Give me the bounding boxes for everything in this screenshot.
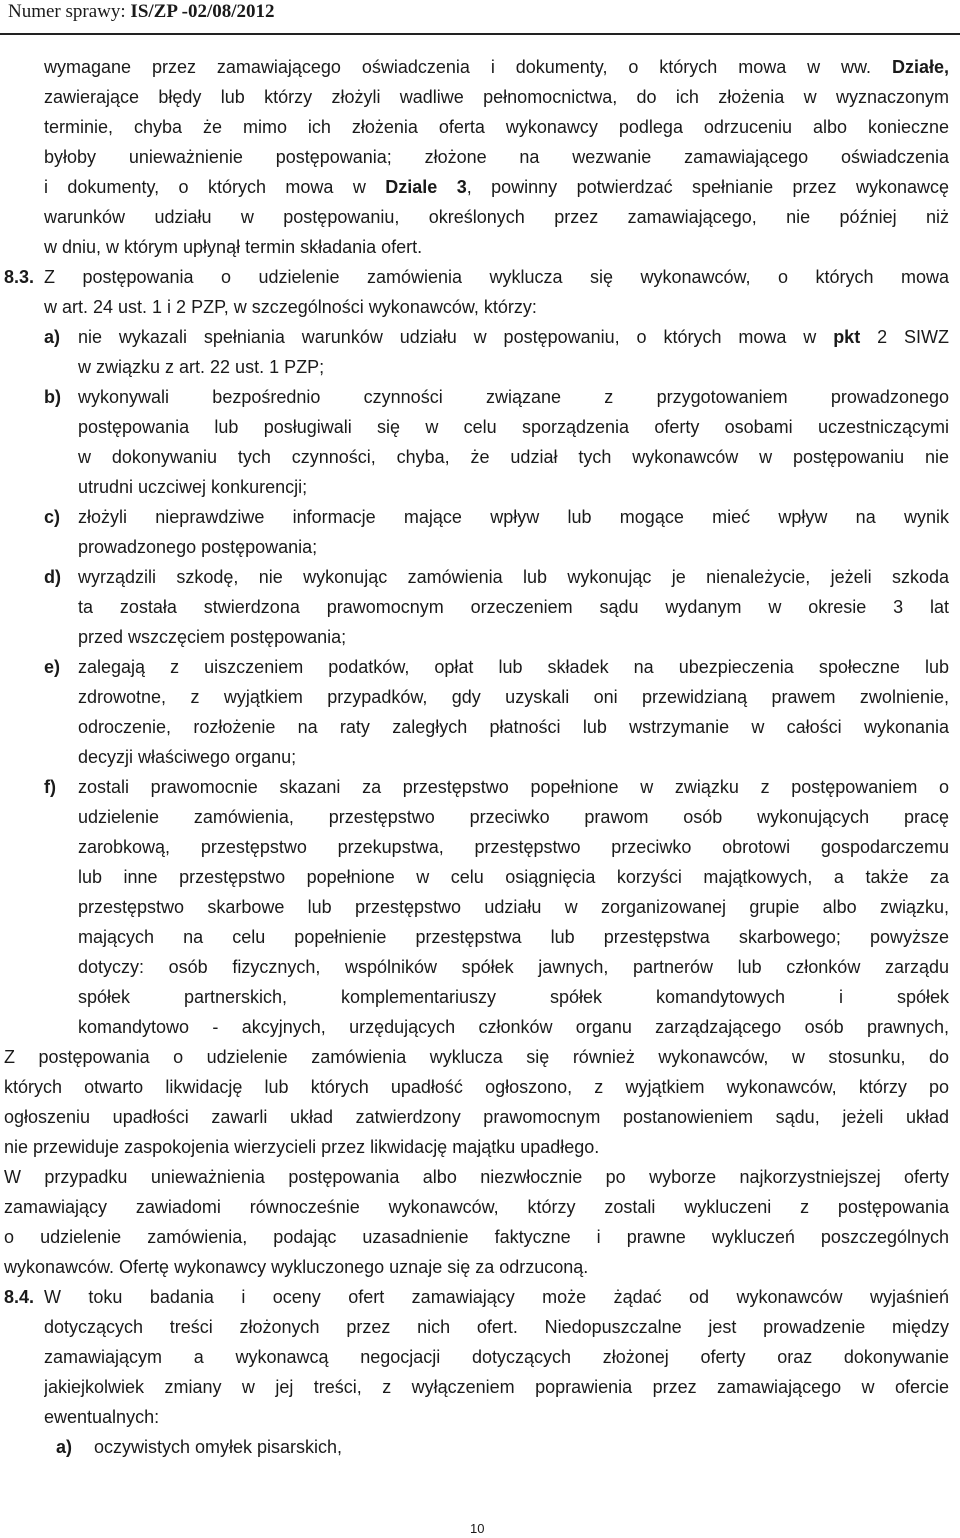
- text-line: i dokumenty, o których mowa w Dziale 3, powinny potwierdzać spełnianie przez wykonawcę: [44, 177, 949, 197]
- text-line: w dokonywaniu tych czynności, chyba, że udział tych wykonawców w postępowaniu nie: [78, 447, 949, 467]
- text-line: decyzji właściwego organu;: [78, 747, 297, 767]
- text-line: warunków udziału w postępowaniu, określonych przez zamawiającego, nie później niż: [44, 207, 949, 227]
- text-line: byłoby unieważnienie postępowania; złożone na wezwanie zamawiającego oświadczenia: [44, 147, 949, 167]
- text-line: w dniu, w którym upłynął termin składania ofert.: [44, 237, 423, 257]
- text-line: odroczenie, rozłożenie na raty zaległych płatności lub wstrzymanie w całości wykonania: [78, 717, 949, 737]
- section-number: 8.3.: [4, 267, 35, 287]
- section-number: 8.4.: [4, 1287, 35, 1307]
- list-item-label: c): [44, 507, 61, 527]
- text-line: utrudni uczciwej konkurencji;: [78, 477, 308, 497]
- text-line: ta została stwierdzona prawomocnym orzeczeniem sądu wydanym w okresie 3 lat: [78, 597, 949, 617]
- page-number: 10: [470, 1521, 485, 1536]
- text-line: spółek partnerskich, komplementariuszy spółek komandytowych i spółek: [78, 987, 949, 1007]
- list-item-label: a): [44, 327, 61, 347]
- text-line: nie przewiduje zaspokojenia wierzycieli przez likwidację majątku upadłego.: [4, 1137, 600, 1157]
- list-item-label: a): [56, 1437, 73, 1457]
- text-line: zamawiający zawiadomi równocześnie wykonawców, którzy zostali wykluczeni z postępowania: [4, 1197, 949, 1217]
- text-line: terminie, chyba że mimo ich złożenia oferta wykonawcy podlega odrzuceniu albo konieczne: [44, 117, 949, 137]
- text-line: wykonywali bezpośrednio czynności związane z przygotowaniem prowadzonego: [78, 387, 949, 407]
- case-number: IS/ZP -02/08/2012: [130, 1, 275, 22]
- text-line: lub inne przestępstwo popełnione w celu osiągnięcia korzyści majątkowych, a także za: [78, 867, 949, 887]
- text-line: W przypadku unieważnienia postępowania albo niezwłocznie po wyborze najkorzystniejszej oferty: [4, 1167, 949, 1187]
- text-line: zawierające błędy lub którzy złożyli wadliwe pełnomocnictwa, do ich złożenia w wyznaczonym: [44, 87, 949, 107]
- text-line: jakiejkolwiek zmiany w jej treści, z wyłączeniem poprawienia przez zamawiającego w ofercie: [44, 1377, 949, 1397]
- text-line: w związku z art. 22 ust. 1 PZP;: [78, 357, 325, 377]
- text-line: nie wykazali spełniania warunków udziału w postępowaniu, o których mowa w pkt 2 SIWZ: [78, 327, 949, 347]
- text-line: wymagane przez zamawiającego oświadczenia i dokumenty, o których mowa w ww. Działe,: [44, 57, 949, 77]
- text-line: komandytowo - akcyjnych, urzędujących członków organu zarządzającego osób prawnych,: [78, 1017, 949, 1037]
- text-line: zostali prawomocnie skazani za przestępstwo popełnione w związku z postępowaniem o: [78, 777, 949, 797]
- text-line: Z postępowania o udzielenie zamówienia wyklucza się wykonawców, o których mowa: [44, 267, 949, 287]
- text-line: o udzielenie zamówienia, podając uzasadnienie faktyczne i prawne wykluczeń poszczególnych: [4, 1227, 949, 1247]
- text-line: dotyczy: osób fizycznych, wspólników spółek jawnych, partnerów lub członków zarządu: [78, 957, 949, 977]
- text-line: Z postępowania o udzielenie zamówienia wyklucza się również wykonawców, w stosunku, do: [4, 1047, 949, 1067]
- text-line: zdrowotne, z wyjątkiem przypadków, gdy uzyskali oni przewidzianą prawem zwolnienie,: [78, 687, 949, 707]
- text-line: w art. 24 ust. 1 i 2 PZP, w szczególności wykonawców, którzy:: [44, 297, 537, 317]
- text-line: ewentualnych:: [44, 1407, 160, 1427]
- text-line: przed wszczęciem postępowania;: [78, 627, 347, 647]
- list-item-label: e): [44, 657, 61, 677]
- text-line: W toku badania i oceny ofert zamawiający może żądać od wykonawców wyjaśnień: [44, 1287, 949, 1307]
- text-line: oczywistych omyłek pisarskich,: [94, 1437, 343, 1457]
- list-item-label: b): [44, 387, 61, 407]
- text-line: wykonawców. Ofertę wykonawcy wykluczonego uznaje się za odrzuconą.: [4, 1257, 589, 1277]
- text-line: udzielenie zamówienia, przestępstwo przeciwko prawom osób wykonujących pracę: [78, 807, 949, 827]
- text-line: dotyczących treści złożonych przez nich ofert. Niedopuszczalne jest prowadzenie między: [44, 1317, 949, 1337]
- text-line: ogłoszeniu upadłości zawarli układ zatwierdzony prawomocnym postanowieniem sądu, jeżeli układ: [4, 1107, 949, 1127]
- text-line: zarobkową, przestępstwo przekupstwa, przestępstwo przeciwko obrotowi gospodarczemu: [78, 837, 949, 857]
- list-item-label: d): [44, 567, 61, 587]
- list-item-label: f): [44, 777, 56, 797]
- text-line: przestępstwo skarbowe lub przestępstwo udziału w zorganizowanej grupie albo związku,: [78, 897, 949, 917]
- text-line: prowadzonego postępowania;: [78, 537, 318, 557]
- text-line: których otwarto likwidację lub których upadłość ogłoszono, z wyjątkiem wykonawców, którzy po: [4, 1077, 949, 1097]
- text-line: złożyli nieprawdziwe informacje mające wpływ lub mogące mieć wpływ na wynik: [78, 507, 949, 527]
- text-line: postępowania lub posługiwali się w celu sporządzenia oferty osobami uczestniczącymi: [78, 417, 949, 437]
- case-number-label: Numer sprawy: IS/ZP -02/08/2012: [8, 1, 275, 22]
- text-line: zamawiającym a wykonawcą negocjacji dotyczących złożonej oferty oraz dokonywanie: [44, 1347, 949, 1367]
- text-line: zalegają z uiszczeniem podatków, opłat lub składek na ubezpieczenia społeczne lub: [78, 657, 949, 677]
- text-line: wyrządzili szkodę, nie wykonując zamówienia lub wykonując je nienależycie, jeżeli szkoda: [78, 567, 949, 587]
- text-line: mających na celu popełnienie przestępstwa lub przestępstwa skarbowego; powyższe: [78, 927, 949, 947]
